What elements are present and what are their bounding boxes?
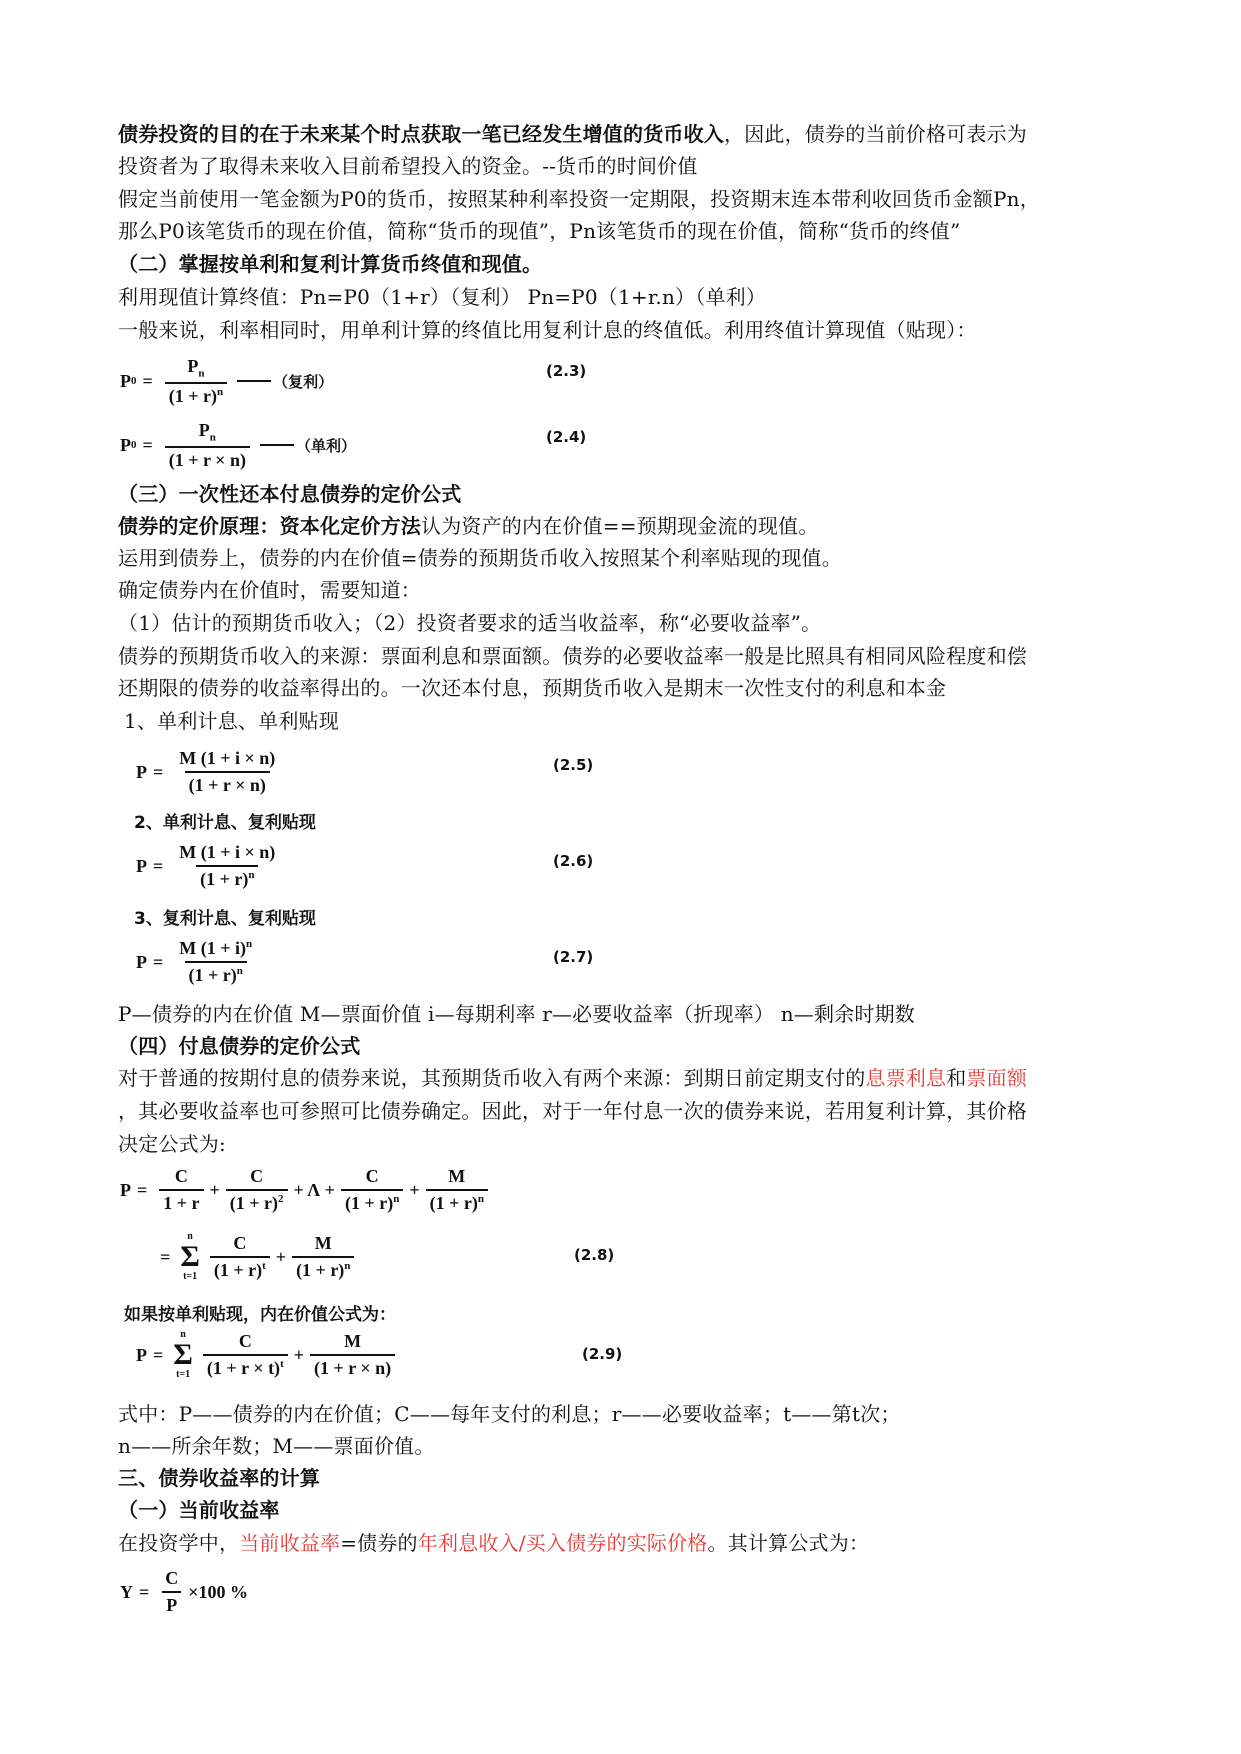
formula-caption: 3、复利计息、复利贴现: [134, 909, 316, 929]
text-line: 决定公式为:: [118, 1132, 226, 1156]
section-heading: （四）付息债券的定价公式: [118, 1034, 361, 1058]
legend-line: P—债券的内在价值 M—票面价值 i—每期利率 r—必要收益率（折现率） n—剩余时期数: [118, 1002, 916, 1026]
text-line: ，其必要收益率也可参照可比债券确定。因此，对于一年付息一次的债券来说，若用复利计算，其价格: [118, 1099, 1027, 1123]
section-heading: 三、债券收益率的计算: [118, 1466, 320, 1490]
bold-lead: 债券投资的目的在于未来某个时点获取一笔已经发生增值的货币收入: [118, 122, 724, 146]
formula-caption: 2、单利计息、复利贴现: [134, 813, 316, 833]
text-line: 在投资学中，当前收益率=债券的年利息收入/买入债券的实际价格。其计算公式为：: [118, 1531, 870, 1555]
highlight-text: 票面额: [966, 1066, 1028, 1090]
formula-caption: 如果按单利贴现，内在价值公式为：: [124, 1305, 396, 1325]
formula-2-9: P = n Σ t=1 $\frac{C}{(1 + r \times t)^t}$ + $\frac{M}{(1 + r \times n)}$: [136, 1330, 401, 1380]
text-line: 那么P0该笔货币的现在价值，简称“货币的现值”，Pn该笔货币的现在价值，简称“货币的终值”: [118, 219, 961, 243]
text-line: 债券的预期货币收入的来源：票面利息和票面额。债券的必要收益率一般是比照具有相同风险程度和偿: [118, 644, 1027, 668]
bold-lead: 债券的定价原理：资本化定价方法: [118, 514, 421, 538]
equation-number: (2.4): [546, 428, 587, 446]
text-line: 式中：P——债券的内在价值；C——每年支付的利息；r——必要收益率；t——第t次；: [118, 1402, 901, 1426]
text-line: 投资者为了取得未来收入目前希望投入的资金。--货币的时间价值: [118, 154, 698, 178]
formula-2-4: P 0 = $\frac{P_n}{(1 + r \times n)}$ （单利）: [120, 420, 356, 470]
formula-2-5: P = $\frac{M (1 + i \times n)}{(1 + r \times n)}$: [136, 748, 276, 795]
text-line: 1、单利计息、单利贴现: [124, 709, 339, 733]
highlight-text: 年利息收入/买入债券的实际价格: [417, 1531, 708, 1555]
text-line: （1）估计的预期货币收入；（2）投资者要求的适当收益率，称“必要收益率”。: [118, 611, 822, 635]
text-line: [118, 120, 1027, 148]
section-heading: （一）当前收益率: [118, 1498, 280, 1522]
formula-2-7: P = $\frac{M (1 + i)^n}{(1 + r)^n}$: [136, 938, 253, 985]
text-line: 对于普通的按期付息的债券来说，其预期货币收入有两个来源：到期日前定期支付的息票利息和票面额: [118, 1066, 1028, 1090]
formula-2-3: P 0 = $\frac{P_n}{(1 + r)^n}$ （复利）: [120, 356, 334, 406]
highlight-text: 当前收益率: [239, 1531, 341, 1555]
equation-number: (2.5): [553, 756, 594, 774]
text-line: 一般来说，利率相同时，用单利计算的终值比用复利计息的终值低。利用终值计算现值（贴现）：: [118, 318, 977, 342]
formula-current-yield: Y = $\frac{C}{P}$ ×100 %: [120, 1568, 249, 1615]
equation-number: (2.8): [574, 1246, 615, 1264]
text-line: 确定债券内在价值时，需要知道：: [118, 578, 421, 602]
text-line: 利用现值计算终值：Pn=P0（1+r）（复利） Pn=P0（1+r.n）（单利）: [118, 285, 767, 309]
equation-number: (2.7): [553, 948, 594, 966]
equation-number: (2.9): [582, 1345, 623, 1363]
text-span: ，因此，债券的当前价格可表示为: [724, 122, 1027, 146]
text-line: 假定当前使用一笔金额为P0的货币，按照某种利率投资一定期限，投资期末连本带利收回货币金额Pn，: [118, 187, 1040, 211]
text-span: 认为资产的内在价值==预期现金流的现值。: [421, 514, 819, 538]
equation-number: (2.3): [546, 362, 587, 380]
section-heading: （三）一次性还本付息债券的定价公式: [118, 482, 462, 506]
formula-2-8-expansion: P = $\frac{C}{1 + r}$ + $\frac{C}{(1 + r)^2}$ + Λ + $\frac{C}{(1 + r)^n}$ + $\frac{M}{(1 + r)^n}$: [120, 1166, 494, 1214]
text-line: 还期限的债券的收益率得出的。一次还本付息，预期货币收入是期末一次性支付的利息和本金: [118, 676, 947, 700]
highlight-text: 息票利息: [865, 1066, 947, 1090]
text-line: [118, 512, 819, 540]
equation-number: (2.6): [553, 852, 594, 870]
formula-2-8-sum: = n Σ t=1 $\frac{C}{(1 + r)^t}$ + $\frac{M}{(1 + r)^n}$: [160, 1232, 360, 1282]
section-heading: （二）掌握按单利和复利计算货币终值和现值。: [118, 252, 543, 276]
text-line: 运用到债券上，债券的内在价值=债券的预期货币收入按照某个利率贴现的现值。: [118, 546, 842, 570]
formula-2-6: P = $\frac{M (1 + i \times n)}{(1 + r)^n}$: [136, 842, 276, 889]
text-line: n——所余年数；M——票面价值。: [118, 1434, 435, 1458]
